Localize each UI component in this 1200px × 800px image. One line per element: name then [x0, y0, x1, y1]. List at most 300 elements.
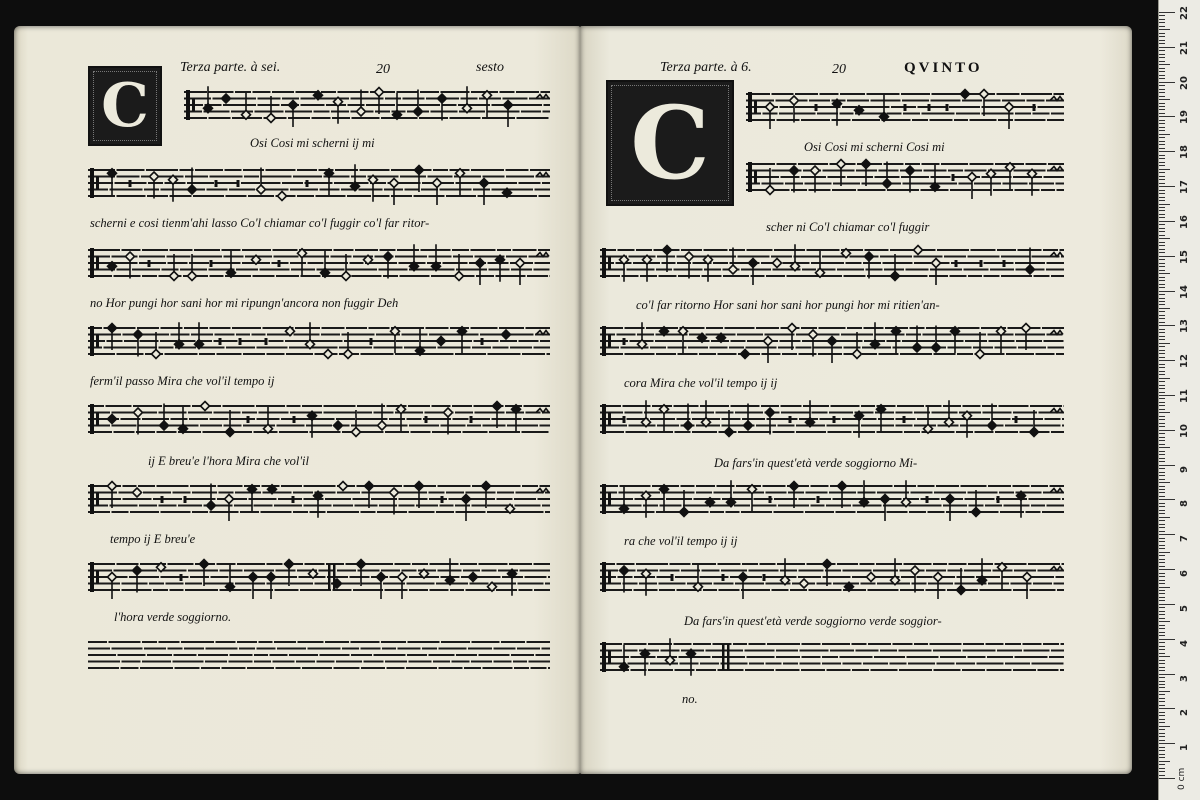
rest-mark: [671, 574, 674, 581]
ruler-label: 5: [1179, 604, 1190, 612]
music-staff: [88, 242, 550, 290]
note-head: [891, 272, 900, 281]
rest-mark: [441, 496, 444, 503]
note-head: [339, 482, 348, 491]
ruler-tick: [1159, 670, 1165, 671]
ruler-tick: [1159, 291, 1175, 292]
note-head: [108, 324, 117, 333]
clef-mark: [96, 571, 99, 584]
rest-mark: [903, 416, 906, 423]
ruler-tick: [1159, 527, 1165, 528]
music-staff: [600, 636, 1064, 684]
note-head: [741, 350, 750, 359]
note-head: [881, 495, 890, 504]
rest-mark: [623, 338, 626, 345]
ruler-tick: [1159, 263, 1165, 264]
ruler-tick: [1159, 499, 1175, 500]
note-head: [469, 573, 478, 582]
rest-mark: [184, 496, 187, 503]
header-title: Terza parte. à 6.: [660, 60, 752, 75]
ruler-tick: [1159, 593, 1165, 594]
ruler-tick: [1159, 701, 1165, 702]
clef-mark: [608, 571, 611, 584]
decorated-initial-letter: C: [606, 80, 734, 206]
ruler-tick: [1159, 621, 1170, 622]
music-staff: [88, 398, 550, 446]
ruler-tick: [1159, 712, 1165, 713]
ruler-tick: [1159, 625, 1165, 626]
ruler-tick: [1159, 36, 1165, 37]
note-head: [790, 166, 799, 175]
rest-mark: [926, 496, 929, 503]
ruler-tick: [1159, 217, 1165, 218]
music-staff: [88, 478, 550, 526]
ruler-tick: [1159, 681, 1165, 682]
ruler-label: 19: [1179, 110, 1190, 125]
ruler-tick: [1159, 207, 1165, 208]
ruler-tick: [1159, 162, 1165, 163]
rest-mark: [470, 416, 473, 423]
ruler-tick: [1159, 204, 1170, 205]
ruler-tick: [1159, 698, 1165, 699]
clef-mark: [90, 168, 94, 198]
page-number: 20: [832, 62, 846, 77]
ruler-tick: [1159, 329, 1165, 330]
ruler-tick: [1159, 298, 1165, 299]
note-head: [378, 421, 387, 430]
ruler-tick: [1159, 392, 1165, 393]
note-head: [663, 246, 672, 255]
note-head: [207, 501, 216, 510]
ruler-tick: [1159, 235, 1165, 236]
rest-mark: [237, 180, 240, 187]
clef-mark: [754, 101, 757, 114]
note-head: [476, 259, 485, 268]
ruler-tick: [1159, 148, 1165, 149]
note-head: [906, 166, 915, 175]
note-head: [862, 160, 871, 169]
ruler-tick: [1159, 47, 1175, 48]
ruler-tick: [1159, 423, 1165, 424]
note-head: [988, 421, 997, 430]
note-head: [946, 495, 955, 504]
ruler-tick: [1159, 722, 1165, 723]
ruler-tick: [1159, 214, 1165, 215]
ruler-tick: [1159, 552, 1170, 553]
note-head: [390, 179, 399, 188]
clef-mark: [96, 257, 99, 270]
bar-line: [333, 564, 336, 590]
ruler-tick: [1159, 677, 1165, 678]
note-head: [152, 350, 161, 359]
ruler-tick: [1159, 33, 1165, 34]
ruler-tick: [1159, 433, 1165, 434]
ruler-tick: [1159, 531, 1165, 532]
ruler-tick: [1159, 137, 1165, 138]
note-head: [766, 103, 775, 112]
clef-mark: [90, 484, 94, 514]
rest-mark: [997, 496, 1000, 503]
note-head: [455, 272, 464, 281]
ruler-tick: [1159, 541, 1165, 542]
ruler-tick: [1159, 113, 1165, 114]
rest-mark: [1033, 104, 1036, 111]
ruler-tick: [1159, 179, 1165, 180]
note-head: [934, 573, 943, 582]
ruler-tick: [1159, 308, 1170, 309]
note-head: [285, 560, 294, 569]
note-head: [133, 566, 142, 575]
note-head: [357, 560, 366, 569]
note-head: [188, 185, 197, 194]
note-head: [222, 94, 231, 103]
ruler-tick: [1159, 89, 1165, 90]
rest-mark: [1015, 416, 1018, 423]
music-staff: [600, 478, 1064, 526]
ruler-tick: [1159, 600, 1165, 601]
ruler-tick: [1159, 259, 1165, 260]
clef-mark: [90, 248, 94, 278]
note-head: [911, 566, 920, 575]
note-head: [482, 482, 491, 491]
note-head: [108, 415, 117, 424]
note-head: [390, 488, 399, 497]
ruler-tick: [1159, 458, 1165, 459]
music-staff: [184, 84, 550, 132]
note-head: [257, 185, 266, 194]
ruler-tick: [1159, 576, 1165, 577]
ruler-tick: [1159, 628, 1165, 629]
note-head: [438, 94, 447, 103]
ruler-label: 21: [1179, 40, 1190, 55]
clef-mark: [608, 335, 611, 348]
ruler-tick: [1159, 545, 1165, 546]
ruler-label: 8: [1179, 500, 1190, 508]
ruler-label: 10: [1179, 423, 1190, 438]
ruler-tick: [1159, 103, 1165, 104]
rest-mark: [833, 416, 836, 423]
ruler-tick: [1159, 768, 1165, 769]
note-head: [444, 408, 453, 417]
ruler-tick: [1159, 416, 1165, 417]
ruler-tick: [1159, 614, 1165, 615]
ruler-tick: [1159, 468, 1165, 469]
ruler-tick: [1159, 590, 1165, 591]
ruler-tick: [1159, 465, 1175, 466]
ruler-tick: [1159, 559, 1165, 560]
note-head: [680, 508, 689, 517]
ruler-tick: [1159, 437, 1165, 438]
note-head: [502, 330, 511, 339]
ruler-tick: [1159, 22, 1165, 23]
clef-mark: [186, 90, 190, 120]
rest-mark: [265, 338, 268, 345]
ruler-tick: [1159, 155, 1165, 156]
ruler-tick: [1159, 378, 1170, 379]
ruler-tick: [1159, 19, 1165, 20]
ruler-tick: [1159, 597, 1165, 598]
note-head: [932, 259, 941, 268]
ruler-tick: [1159, 479, 1165, 480]
lyric-line: tempo ij E breu'e: [110, 532, 196, 546]
ruler-tick: [1159, 336, 1165, 337]
ruler-tick: [1159, 750, 1165, 751]
clef-mark: [748, 92, 752, 122]
clef-mark: [602, 642, 606, 672]
voice-name: QVINTO: [904, 60, 983, 76]
ruler-label: 6: [1179, 570, 1190, 578]
note-head: [725, 428, 734, 437]
ruler-tick: [1159, 618, 1165, 619]
rest-mark: [215, 180, 218, 187]
ruler-tick: [1159, 451, 1165, 452]
ruler-tick: [1159, 715, 1165, 716]
note-head: [766, 408, 775, 417]
ruler-tick: [1159, 200, 1165, 201]
ruler-tick: [1159, 419, 1165, 420]
rest-mark: [1003, 260, 1006, 267]
ruler-tick: [1159, 106, 1165, 107]
ruler-tick: [1159, 26, 1165, 27]
note-head: [414, 107, 423, 116]
ruler-tick: [1159, 270, 1165, 271]
ruler-tick: [1159, 315, 1165, 316]
ruler-tick: [1159, 454, 1165, 455]
ruler-tick: [1159, 778, 1175, 779]
ruler-tick: [1159, 388, 1165, 389]
ruler-tick: [1159, 580, 1165, 581]
rest-mark: [148, 260, 151, 267]
ruler-tick: [1159, 284, 1165, 285]
note-head: [289, 101, 298, 110]
lyric-line: ij E breu'e l'hora Mira che vol'il: [148, 454, 309, 468]
bar-line: [727, 644, 730, 670]
note-head: [365, 482, 374, 491]
ruler-tick: [1159, 667, 1165, 668]
ruler-tick: [1159, 430, 1175, 431]
ruler-tick: [1159, 642, 1165, 643]
lyric-line: co'l far ritorno Hor sani hor sani hor pungi hor mi ritien'an-: [636, 298, 940, 312]
ruler-tick: [1159, 524, 1165, 525]
voice-name: sesto: [476, 60, 504, 75]
music-staff: [600, 398, 1064, 446]
clef-mark: [602, 326, 606, 356]
bar-line: [328, 564, 331, 590]
decorated-initial-letter: C: [88, 66, 162, 146]
note-head: [883, 179, 892, 188]
ruler-tick: [1159, 15, 1165, 16]
note-head: [462, 495, 471, 504]
note-head: [837, 160, 846, 169]
ruler-tick: [1159, 64, 1170, 65]
note-head: [790, 482, 799, 491]
ruler-tick: [1159, 374, 1165, 375]
note-head: [334, 421, 343, 430]
ruler-tick: [1159, 562, 1165, 563]
ruler-tick: [1159, 405, 1165, 406]
ruler-tick: [1159, 346, 1165, 347]
rest-mark: [129, 180, 132, 187]
ruler-label: 20: [1179, 75, 1190, 90]
ruler-tick: [1159, 573, 1165, 574]
note-head: [976, 350, 985, 359]
music-staff: [600, 320, 1064, 368]
ruler-tick: [1159, 398, 1165, 399]
ruler-label: 12: [1179, 354, 1190, 369]
rest-mark: [292, 496, 295, 503]
ruler-tick: [1159, 639, 1175, 640]
ruler-tick: [1159, 503, 1165, 504]
ruler-tick: [1159, 691, 1170, 692]
note-head: [811, 166, 820, 175]
rest-mark: [278, 260, 281, 267]
note-head: [957, 586, 966, 595]
rest-mark: [161, 496, 164, 503]
ruler-tick: [1159, 231, 1165, 232]
note-head: [226, 428, 235, 437]
ruler-label: 16: [1179, 214, 1190, 229]
lyric-line: Osi Cosi mi scherni Cosi mi: [804, 140, 945, 154]
rest-mark: [955, 260, 958, 267]
ruler-tick: [1159, 301, 1165, 302]
ruler-tick: [1159, 520, 1165, 521]
ruler-tick: [1159, 339, 1165, 340]
note-head: [516, 259, 525, 268]
ruler-tick: [1159, 513, 1165, 514]
ruler-tick: [1159, 197, 1165, 198]
ruler-tick: [1159, 538, 1165, 539]
ruler-tick: [1159, 489, 1165, 490]
left-page: [14, 26, 580, 774]
measuring-ruler: [1158, 0, 1200, 800]
clef-mark: [748, 162, 752, 192]
ruler-tick: [1159, 534, 1175, 535]
ruler-tick: [1159, 663, 1165, 664]
ruler-tick: [1159, 238, 1170, 239]
ruler-tick: [1159, 371, 1165, 372]
ruler-tick: [1159, 183, 1165, 184]
note-head: [773, 259, 782, 268]
ruler-tick: [1159, 569, 1175, 570]
ruler-label: 13: [1179, 319, 1190, 334]
ruler-label: 4: [1179, 639, 1190, 647]
ruler-tick: [1159, 461, 1165, 462]
lyric-line: ra che vol'il tempo ij ij: [624, 534, 738, 548]
ruler-tick: [1159, 96, 1165, 97]
note-head: [790, 96, 799, 105]
ruler-tick: [1159, 277, 1165, 278]
ruler-tick: [1159, 318, 1165, 319]
rest-mark: [769, 496, 772, 503]
note-head: [415, 166, 424, 175]
ruler-tick: [1159, 12, 1175, 13]
ruler-tick: [1159, 304, 1165, 305]
ruler-tick: [1159, 611, 1165, 612]
clef-mark: [96, 177, 99, 190]
rest-mark: [239, 338, 242, 345]
rest-mark: [817, 496, 820, 503]
ruler-tick: [1159, 151, 1175, 152]
ruler-tick: [1159, 444, 1165, 445]
note-head: [1030, 428, 1039, 437]
note-head: [504, 101, 513, 110]
ruler-tick: [1159, 757, 1165, 758]
ruler-tick: [1159, 733, 1165, 734]
ruler-tick: [1159, 747, 1165, 748]
note-head: [344, 350, 353, 359]
ruler-tick: [1159, 82, 1175, 83]
music-staff: [88, 320, 550, 368]
note-head: [126, 252, 135, 261]
ruler-tick: [1159, 653, 1165, 654]
ruler-tick: [1159, 684, 1165, 685]
note-head: [160, 421, 169, 430]
rest-mark: [370, 338, 373, 345]
rest-mark: [623, 416, 626, 423]
ruler-tick: [1159, 190, 1165, 191]
ruler-tick: [1159, 364, 1165, 365]
note-head: [744, 421, 753, 430]
ruler-tick: [1159, 395, 1175, 396]
ruler-tick: [1159, 50, 1165, 51]
ruler-tick: [1159, 729, 1165, 730]
header-title: Terza parte. à sei.: [180, 60, 281, 75]
music-staff: [88, 162, 550, 210]
ruler-tick: [1159, 426, 1165, 427]
note-head: [838, 482, 847, 491]
ruler-tick: [1159, 343, 1170, 344]
music-staff: [746, 156, 1064, 204]
rest-mark: [247, 416, 250, 423]
ruler-label: 1: [1179, 744, 1190, 752]
ruler-tick: [1159, 130, 1165, 131]
rest-mark: [481, 338, 484, 345]
ruler-label: 2: [1179, 709, 1190, 717]
ruler-tick: [1159, 325, 1175, 326]
rest-mark: [946, 104, 949, 111]
ruler-tick: [1159, 43, 1165, 44]
ruler-tick: [1159, 566, 1165, 567]
note-head: [278, 192, 287, 201]
rest-mark: [763, 574, 766, 581]
note-head: [108, 482, 117, 491]
ruler-label: 22: [1179, 6, 1190, 20]
ruler-tick: [1159, 412, 1170, 413]
ruler-tick: [1159, 583, 1165, 584]
note-head: [377, 573, 386, 582]
music-staff: [600, 242, 1064, 290]
ruler-tick: [1159, 708, 1175, 709]
ruler-tick: [1159, 186, 1175, 187]
ruler-tick: [1159, 99, 1170, 100]
ruler-tick: [1159, 273, 1170, 274]
ruler-tick: [1159, 726, 1170, 727]
note-head: [493, 402, 502, 411]
ruler-tick: [1159, 587, 1170, 588]
bar-line: [722, 644, 725, 670]
lyric-line: cora Mira che vol'il tempo ij ij: [624, 376, 778, 390]
ruler-tick: [1159, 40, 1165, 41]
ruler-tick: [1159, 385, 1165, 386]
lyric-line: Osi Cosi mi scherni ij mi: [250, 136, 375, 150]
clef-mark: [602, 248, 606, 278]
ruler-label: 11: [1179, 389, 1190, 403]
lyric-line: Da fars'in quest'età verde soggiorno verde soggior-: [684, 614, 942, 628]
note-head: [853, 350, 862, 359]
note-head: [225, 495, 234, 504]
ruler-tick: [1159, 492, 1165, 493]
ruler-tick: [1159, 447, 1170, 448]
